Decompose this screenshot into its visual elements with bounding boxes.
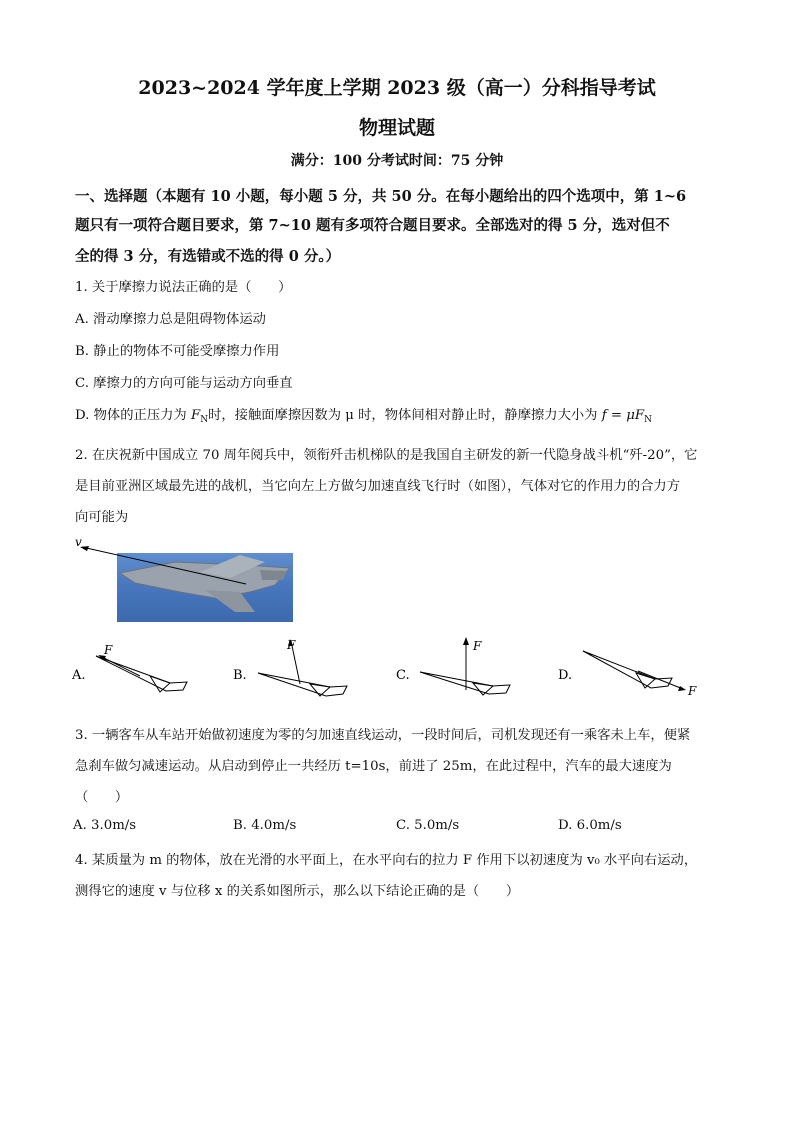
q2-line1: 2. 在庆祝新中国成立 70 周年阅兵中，领衔歼击机梯队的是我国自主研发的新一代隐身战斗机“歼-20”，它: [75, 448, 698, 463]
q1-d-formula: f = μF: [601, 408, 645, 423]
fighter-jet-silhouette: [120, 555, 290, 612]
q3-line3: （ ）: [75, 790, 129, 805]
q2-line3: 向可能为: [75, 510, 129, 525]
q1-stem: 1. 关于摩擦力说法正确的是（ ）: [75, 280, 292, 295]
q2-option-a-plane: [96, 655, 187, 692]
q1-option-a: A. 滑动摩擦力总是阻碍物体运动: [75, 312, 266, 327]
q1-d-prefix: D. 物体的正压力为: [75, 408, 191, 423]
q2-option-b-letter: B.: [233, 668, 247, 683]
q3-line1: 3. 一辆客车从车站开始做初速度为零的匀加速直线运动，一段时间后，司机发现还有一乘客未上车，便紧: [75, 728, 691, 743]
q1-d-fn: F: [190, 408, 201, 423]
q2-option-a-letter: A.: [72, 668, 86, 683]
q3-option-a: A. 3.0m/s: [73, 818, 137, 833]
q2-option-a-force: F: [104, 643, 113, 657]
q3-option-d: D. 6.0m/s: [558, 818, 622, 833]
q1-d-middle: 时，接触面摩擦因数为 μ 时，物体间相对静止时，静摩擦力大小为: [208, 408, 602, 423]
q2-option-c-plane: [420, 637, 510, 695]
q2-option-b-force: F: [287, 638, 296, 652]
exam-title: 2023~2024 学年度上学期 2023 级（高一）分科指导考试: [138, 77, 656, 99]
section-instructions-line1: 一、选择题（本题有 10 小题，每小题 5 分，共 50 分。在每小题给出的四个选项中，第 1~6: [75, 188, 687, 205]
q1-option-b: B. 静止的物体不可能受摩擦力作用: [75, 344, 280, 359]
q3-option-b: B. 4.0m/s: [233, 818, 297, 833]
q2-option-c-letter: C.: [396, 668, 410, 683]
q2-line2: 是目前亚洲区域最先进的战机，当它向左上方做匀加速直线飞行时（如图），气体对它的作用力的合力方: [75, 479, 681, 494]
q2-option-d-plane: [583, 651, 686, 691]
q3-option-c: C. 5.0m/s: [396, 818, 460, 833]
subject-title: 物理试题: [358, 117, 435, 139]
q2-option-d-letter: D.: [558, 668, 573, 683]
exam-meta: 满分：100 分考试时间：75 分钟: [290, 153, 504, 169]
section-instructions-line3: 全的得 3 分，有选错或不选的得 0 分。）: [75, 248, 341, 265]
velocity-label: v: [75, 535, 82, 549]
q2-option-c-force: F: [473, 639, 482, 653]
q4-line2: 测得它的速度 v 与位移 x 的关系如图所示，那么以下结论正确的是（ ）: [75, 884, 520, 899]
q2-option-d-force: F: [688, 684, 697, 698]
q1-option-c: C. 摩擦力的方向可能与运动方向垂直: [75, 376, 293, 391]
q1-d-fn-sub: N: [200, 415, 209, 425]
section-instructions-line2: 题只有一项符合题目要求，第 7~10 题有多项符合题目要求。全部选对的得 5 分，选对但不: [75, 217, 670, 234]
q3-line2: 急刹车做匀减速运动。从启动到停止一共经历 t=10s，前进了 25m，在此过程中，汽车的最大速度为: [75, 759, 672, 774]
q1-d-formula-sub: N: [644, 415, 652, 425]
q2-option-b-plane: [258, 639, 347, 696]
q4-line1: 4. 某质量为 m 的物体，放在光滑的水平面上，在水平向右的拉力 F 作用下以初速度为 v₀ 水平向右运动，: [75, 853, 698, 868]
